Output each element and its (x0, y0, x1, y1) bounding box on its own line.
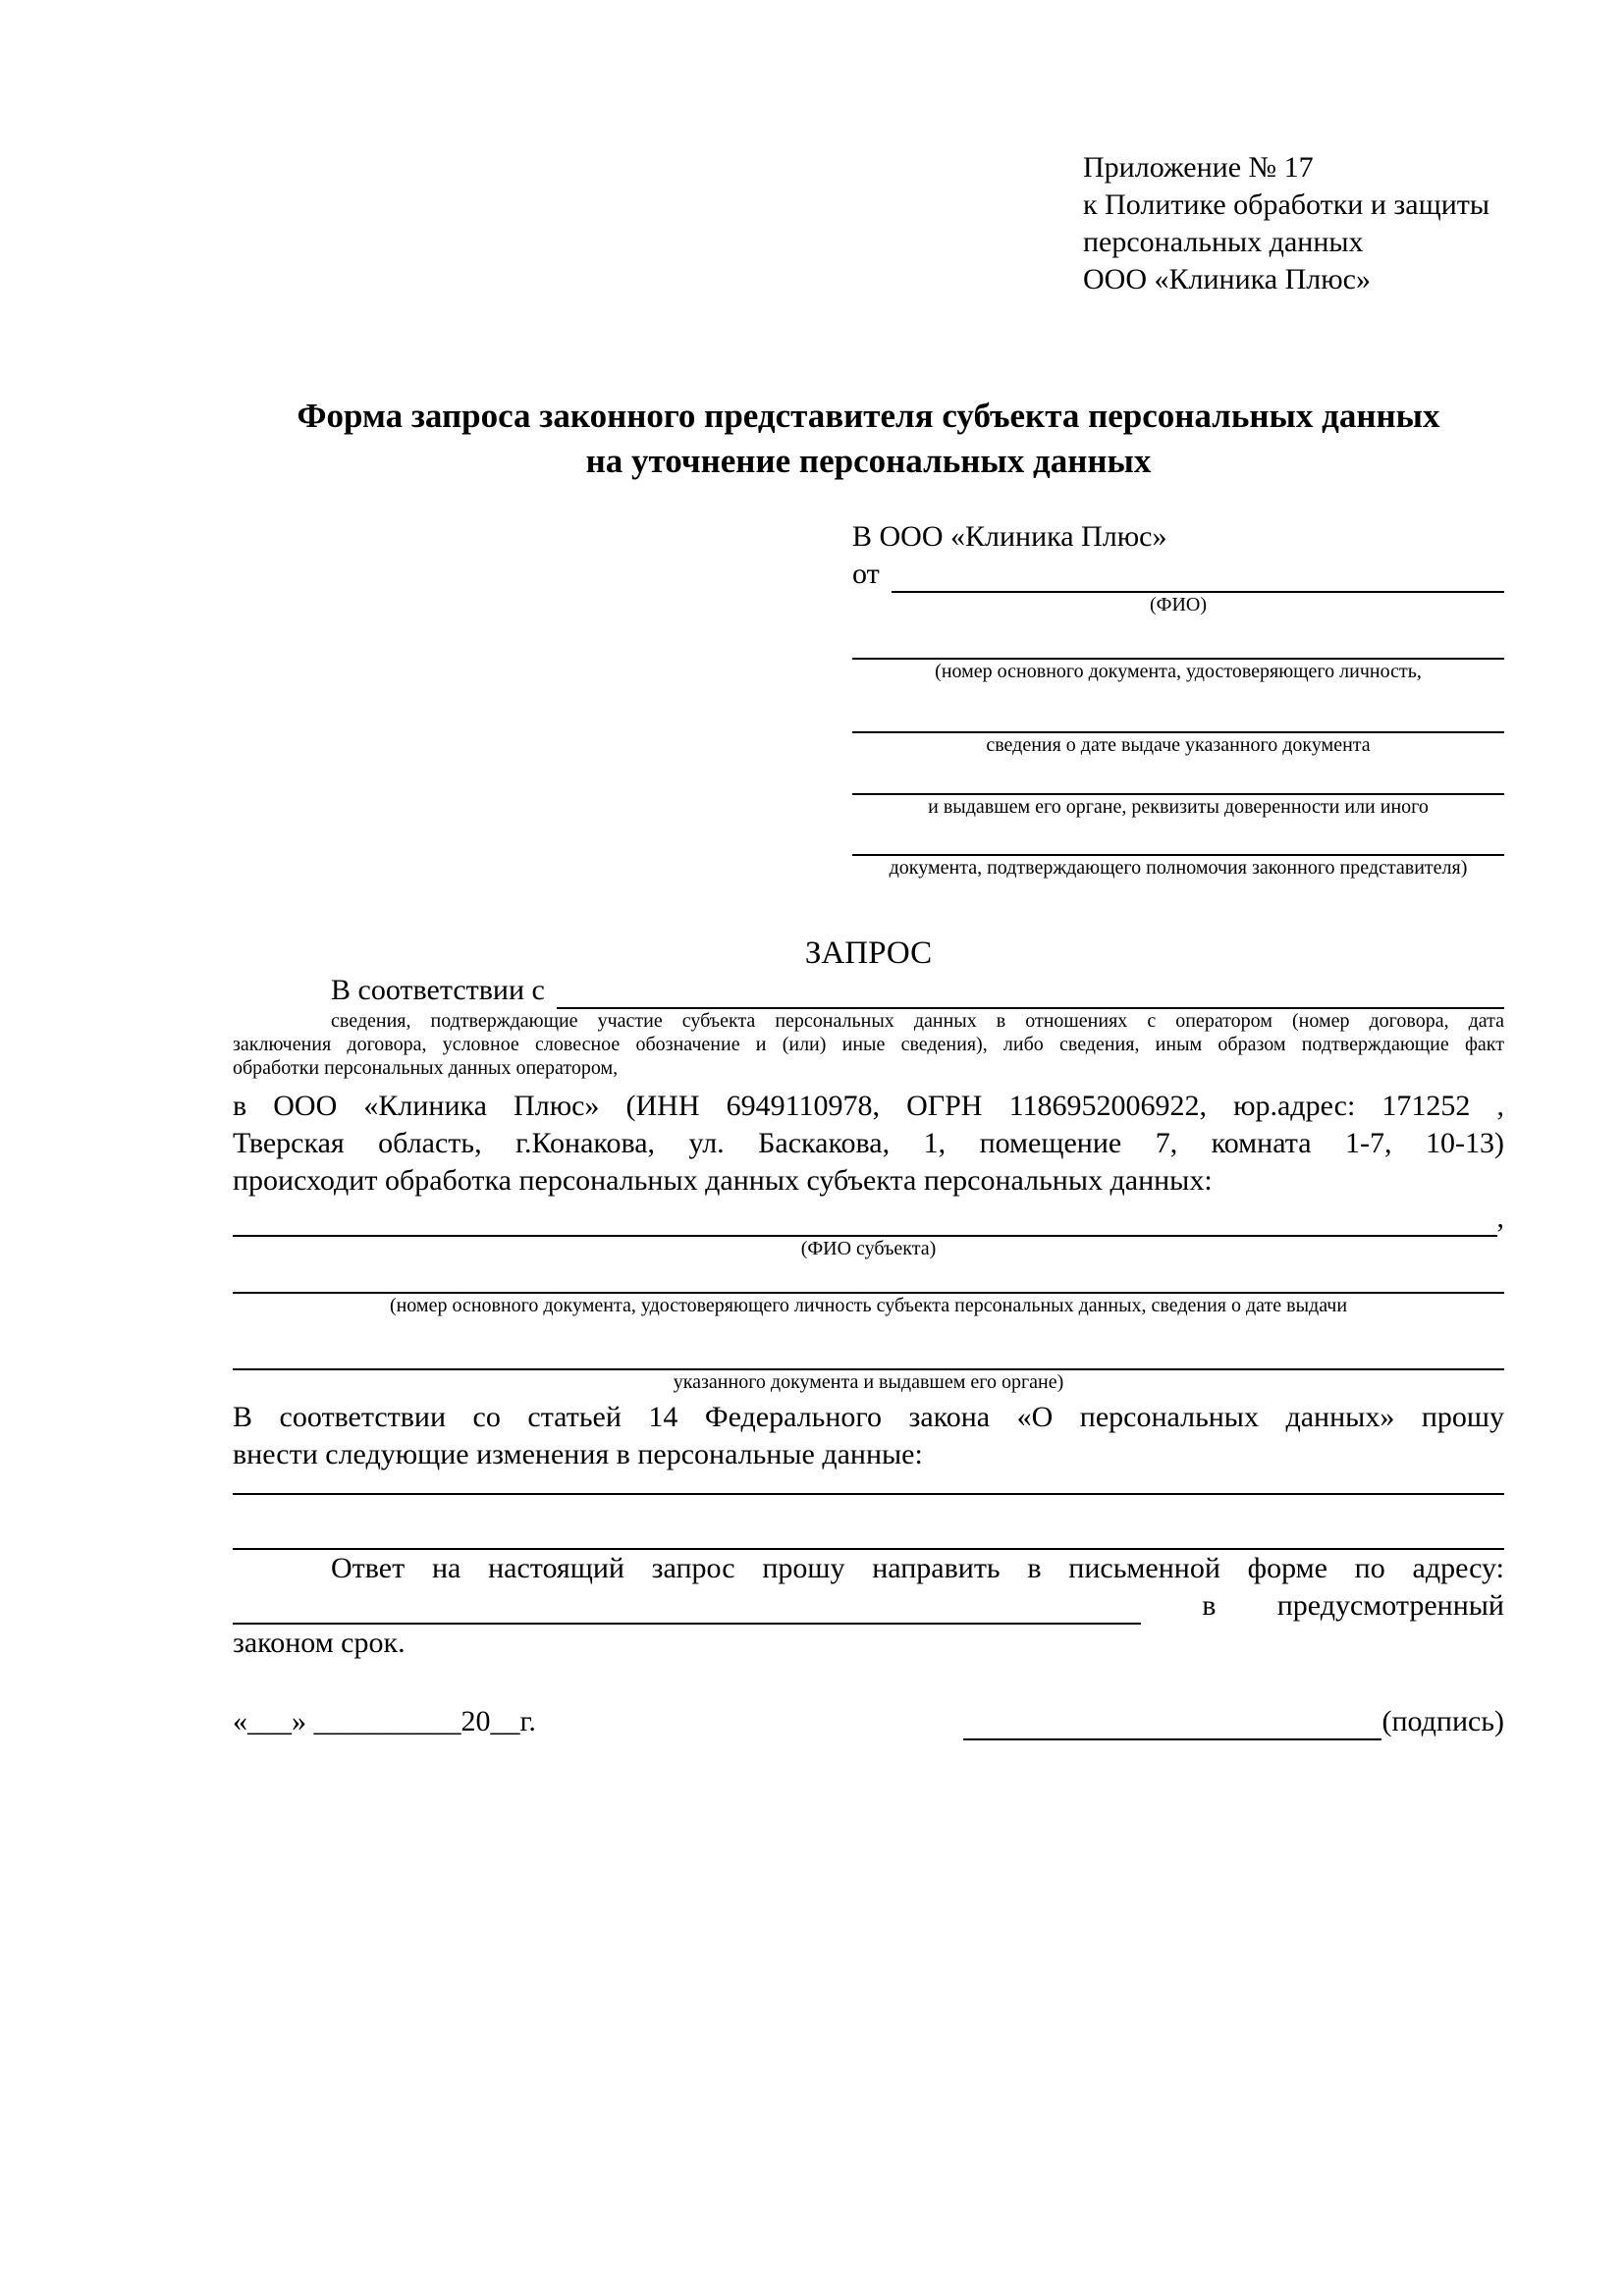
date-line: «___» __________20__г. (233, 1705, 536, 1737)
fio-caption: (ФИО) (1149, 594, 1207, 615)
from-row (852, 556, 1504, 593)
addressee-to: В ООО «Клиника Плюс» (852, 520, 1167, 553)
from-fill-line (892, 556, 1504, 593)
answer-paragraph-line: законом срок. (233, 1627, 406, 1659)
subject-name-comma: , (1496, 1201, 1504, 1234)
operator-paragraph-line: в ООО «Клиника Плюс» (ИНН 6949110978, ОГРН 1186952006922, юр.адрес: 171252 , (233, 1090, 1504, 1122)
subject-name-row (233, 1200, 1504, 1237)
answer-word: в (1202, 1589, 1217, 1622)
title-line: на уточнение персональных данных (585, 442, 1152, 480)
document-title (233, 394, 1504, 484)
fine-print-line: сведения, подтверждающие участие субъекта персональных данных в отношениях с оператором (номер договора, дата (331, 1010, 1504, 1032)
from-label: от (852, 558, 880, 590)
addressee-block (852, 518, 1504, 880)
issue-date-caption: сведения о дате выдаче указанного документа (986, 734, 1371, 756)
signature-group (963, 1703, 1504, 1740)
footer-row (233, 1703, 1504, 1740)
address-fill-line (233, 1587, 1141, 1625)
request-heading: ЗАПРОС (804, 935, 933, 971)
header-note (1083, 149, 1489, 298)
intro-row (233, 972, 1504, 1009)
operator-paragraph-line: Тверская область, г.Конакова, ул. Баскакова, 1, помещение 7, комната 1-7, 10-13) (233, 1127, 1504, 1159)
fine-print-line: заключения договора, условное словесное обозначение и (или) иные сведения), либо сведения, иным образом подтверждающие факт (233, 1034, 1504, 1055)
header-note-line: Приложение № 17 (1083, 151, 1314, 184)
subject-document-caption: (номер основного документа, удостоверяющего личность субъекта персональных данных, сведения о дате выдачи (389, 1295, 1348, 1316)
request-section (233, 934, 1504, 1740)
changes-blank-line (233, 1493, 1504, 1495)
subject-fio-caption: (ФИО субъекта) (800, 1238, 937, 1259)
subject-name-line (233, 1200, 1497, 1237)
header-note-line: ООО «Клиника Плюс» (1083, 263, 1371, 295)
issuing-authority-caption: и выдавшем его органе, реквизиты доверенности или иного (928, 796, 1429, 818)
document-number-caption: (номер основного документа, удостоверяющего личность, (935, 661, 1422, 682)
fine-print-line: обработки персональных данных оператором, (233, 1057, 619, 1079)
law-paragraph-line: В соответствии со статьей 14 Федерального закона «О персональных данных» прошу (233, 1401, 1504, 1433)
subject-authority-caption: указанного документа и выдавшем его органе) (673, 1371, 1064, 1393)
title-line: Форма запроса законного представителя субъекта персональных данных (297, 397, 1440, 435)
answer-paragraph-line: Ответ на настоящий запрос прошу направить в письменной форме по адресу: (331, 1552, 1504, 1584)
signature-caption: (подпись) (1381, 1705, 1504, 1737)
basis-fill-line (557, 972, 1504, 1009)
answer-address-row (233, 1587, 1504, 1625)
signature-line (963, 1703, 1381, 1740)
answer-word: предусмотренный (1276, 1589, 1504, 1622)
law-paragraph-line: внести следующие изменения в персональные данные: (233, 1438, 923, 1470)
power-of-attorney-caption: документа, подтверждающего полномочия законного представителя) (889, 857, 1468, 879)
operator-paragraph-line: происходит обработка персональных данных субъекта персональных данных: (233, 1164, 1213, 1197)
intro-label: В соответствии с (331, 974, 545, 1006)
header-note-line: персональных данных (1083, 226, 1364, 258)
header-note-line: к Политике обработки и защиты (1083, 188, 1490, 221)
